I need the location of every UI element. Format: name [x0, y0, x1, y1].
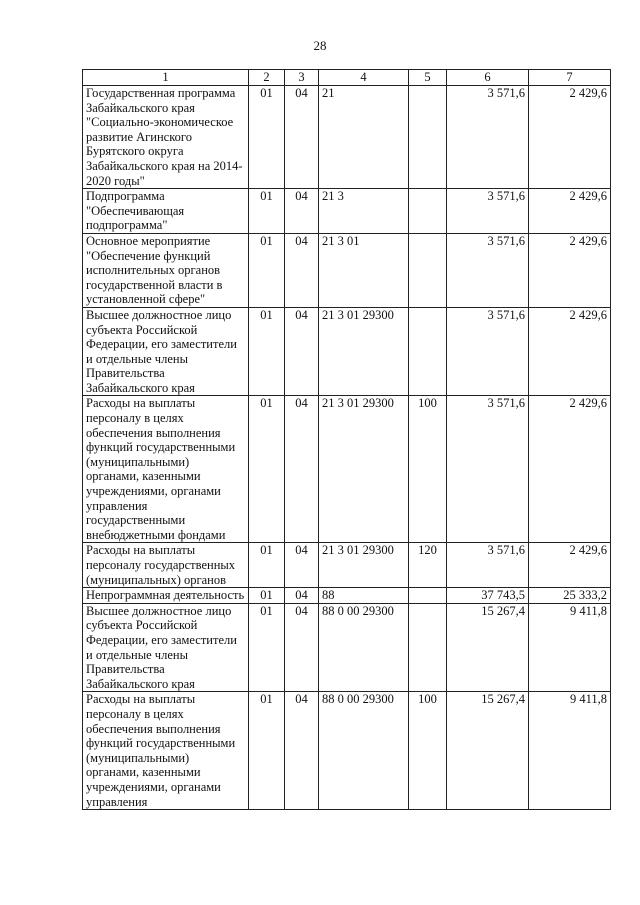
row-amount-1-cell: 3 571,6 — [447, 189, 529, 234]
row-name-cell: Непрограммная деятельность — [83, 588, 249, 604]
row-target-article-cell: 21 3 01 29300 — [319, 543, 409, 588]
table-row — [83, 603, 611, 692]
table-row — [83, 189, 611, 234]
header-row — [83, 70, 611, 86]
row-section-cell: 01 — [249, 588, 285, 604]
column-header-amount-2: 7 — [529, 70, 611, 86]
row-section-cell: 01 — [249, 233, 285, 307]
row-section-cell: 01 — [249, 396, 285, 543]
table-row — [83, 692, 611, 810]
table-row — [83, 396, 611, 543]
row-amount-2-cell: 25 333,2 — [529, 588, 611, 604]
table-row — [83, 588, 611, 604]
budget-table — [82, 69, 611, 810]
row-target-article-cell: 88 0 00 29300 — [319, 603, 409, 692]
table-row — [83, 233, 611, 307]
column-header-amount-1: 6 — [447, 70, 529, 86]
table-row — [83, 86, 611, 189]
row-expense-type-cell — [409, 189, 447, 234]
row-expense-type-cell — [409, 307, 447, 396]
row-subsection-cell: 04 — [285, 396, 319, 543]
row-amount-1-cell: 3 571,6 — [447, 233, 529, 307]
row-expense-type-cell: 100 — [409, 396, 447, 543]
row-section-cell: 01 — [249, 189, 285, 234]
row-target-article-cell: 21 3 — [319, 189, 409, 234]
row-target-article-cell: 88 — [319, 588, 409, 604]
row-subsection-cell: 04 — [285, 588, 319, 604]
row-name-cell: Расходы на выплаты персоналу в целях обеспечения выполнения функций государственными (муниципальными) органами, казенными учреждениями, органами управления — [83, 692, 249, 810]
row-amount-1-cell: 3 571,6 — [447, 307, 529, 396]
row-expense-type-cell: 100 — [409, 692, 447, 810]
row-amount-1-cell: 15 267,4 — [447, 603, 529, 692]
column-header-target-article: 4 — [319, 70, 409, 86]
row-subsection-cell: 04 — [285, 86, 319, 189]
row-target-article-cell: 21 3 01 29300 — [319, 307, 409, 396]
row-name-cell: Основное мероприятие "Обеспечение функций исполнительных органов государственной власти в установленной сфере" — [83, 233, 249, 307]
row-target-article-cell: 21 3 01 29300 — [319, 396, 409, 543]
row-subsection-cell: 04 — [285, 543, 319, 588]
row-expense-type-cell — [409, 86, 447, 189]
row-expense-type-cell — [409, 588, 447, 604]
row-amount-2-cell: 2 429,6 — [529, 233, 611, 307]
column-header-subsection: 3 — [285, 70, 319, 86]
row-amount-2-cell: 9 411,8 — [529, 692, 611, 810]
table-row — [83, 543, 611, 588]
row-subsection-cell: 04 — [285, 307, 319, 396]
row-name-cell: Подпрограмма "Обеспечивающая подпрограмма" — [83, 189, 249, 234]
row-amount-1-cell: 15 267,4 — [447, 692, 529, 810]
row-target-article-cell: 21 — [319, 86, 409, 189]
table-body — [83, 86, 611, 810]
row-amount-2-cell: 2 429,6 — [529, 396, 611, 543]
row-name-cell: Государственная программа Забайкальского края "Социально-экономическое развитие Агинского Бурятского округа Забайкальского края на 2014-2020 годы" — [83, 86, 249, 189]
row-section-cell: 01 — [249, 543, 285, 588]
row-subsection-cell: 04 — [285, 692, 319, 810]
row-amount-2-cell: 2 429,6 — [529, 543, 611, 588]
column-header-name: 1 — [83, 70, 249, 86]
row-amount-1-cell: 3 571,6 — [447, 543, 529, 588]
row-section-cell: 01 — [249, 86, 285, 189]
table-row — [83, 307, 611, 396]
row-amount-1-cell: 3 571,6 — [447, 396, 529, 543]
row-subsection-cell: 04 — [285, 189, 319, 234]
row-name-cell: Расходы на выплаты персоналу в целях обеспечения выполнения функций государственными (муниципальными) органами, казенными учреждениями, органами управления государственными внебюджетными фондами — [83, 396, 249, 543]
row-section-cell: 01 — [249, 603, 285, 692]
row-amount-2-cell: 2 429,6 — [529, 189, 611, 234]
page-number: 28 — [313, 38, 327, 53]
row-name-cell: Расходы на выплаты персоналу государственных (муниципальных) органов — [83, 543, 249, 588]
row-section-cell: 01 — [249, 307, 285, 396]
row-target-article-cell: 88 0 00 29300 — [319, 692, 409, 810]
column-header-expense-type: 5 — [409, 70, 447, 86]
row-amount-2-cell: 2 429,6 — [529, 86, 611, 189]
row-amount-1-cell: 3 571,6 — [447, 86, 529, 189]
row-target-article-cell: 21 3 01 — [319, 233, 409, 307]
row-subsection-cell: 04 — [285, 233, 319, 307]
row-amount-2-cell: 2 429,6 — [529, 307, 611, 396]
row-expense-type-cell: 120 — [409, 543, 447, 588]
row-amount-1-cell: 37 743,5 — [447, 588, 529, 604]
row-section-cell: 01 — [249, 692, 285, 810]
row-name-cell: Высшее должностное лицо субъекта Российской Федерации, его заместители и отдельные члены Правительства Забайкальского края — [83, 603, 249, 692]
row-name-cell: Высшее должностное лицо субъекта Российской Федерации, его заместители и отдельные члены Правительства Забайкальского края — [83, 307, 249, 396]
row-expense-type-cell — [409, 603, 447, 692]
row-subsection-cell: 04 — [285, 603, 319, 692]
row-amount-2-cell: 9 411,8 — [529, 603, 611, 692]
row-expense-type-cell — [409, 233, 447, 307]
column-header-section: 2 — [249, 70, 285, 86]
